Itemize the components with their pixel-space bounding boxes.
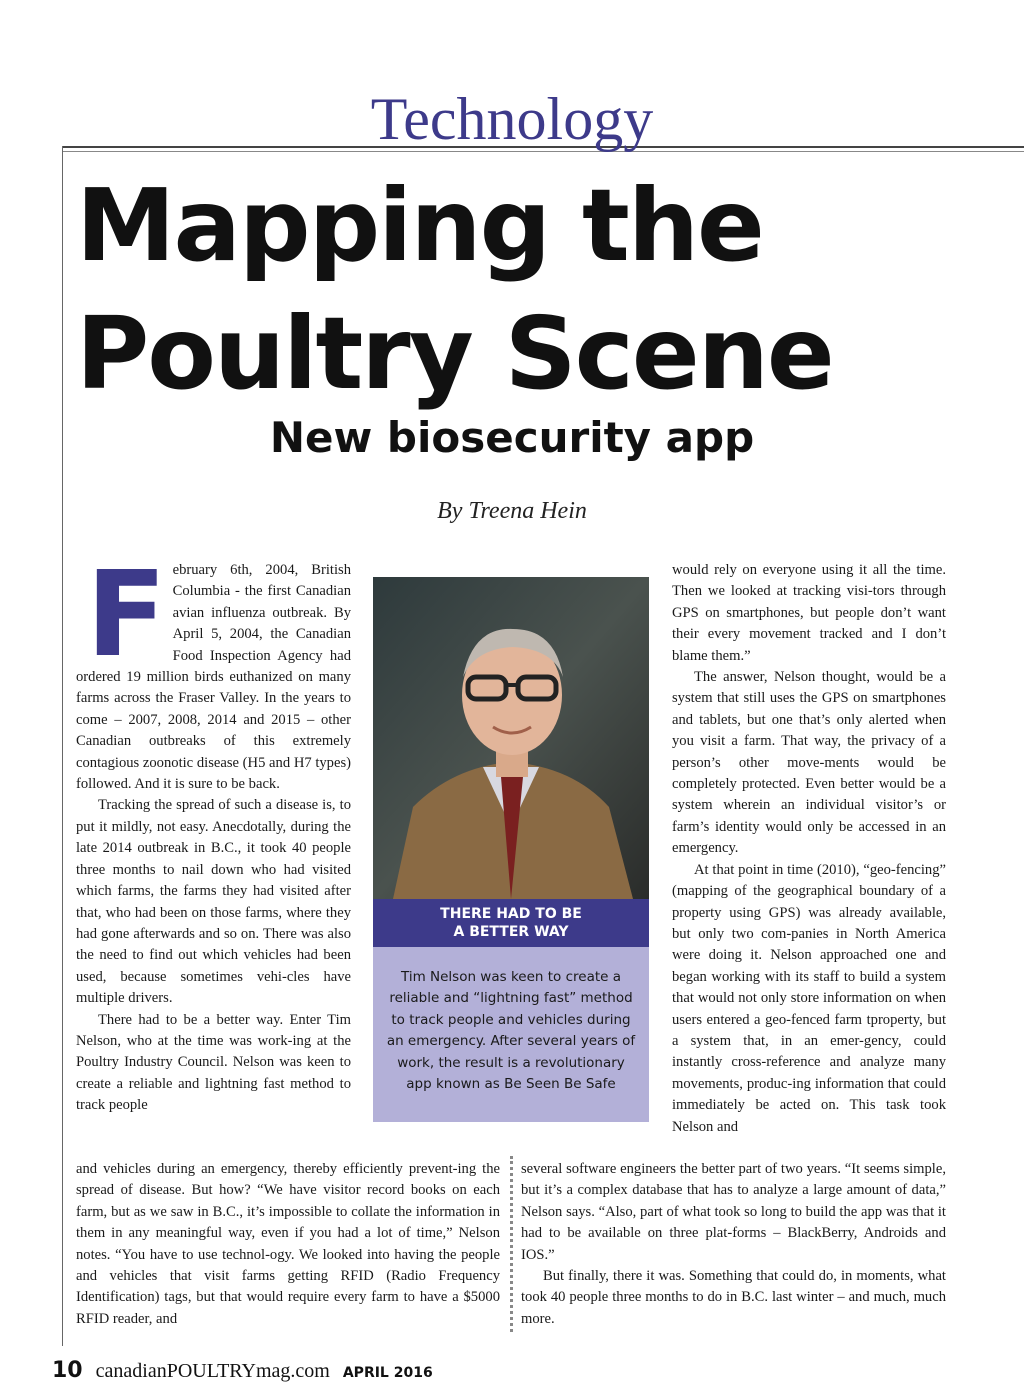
paragraph: Tracking the spread of such a disease is, to put it mildly, not easy. Anecdotally, during the late 2014 outbreak in B.C., it took 40 people three months to nail down who had visited which farms, the farms they had visited after that, who had been on those farms, where they had gone afterwards and so on. There was also the need to find out which vehicles had been used, because sometimes vehi-cles have multiple drivers. [76, 797, 351, 1007]
magazine-url: canadianPOULTRYmag.com [95, 1360, 330, 1382]
portrait-photo [373, 577, 649, 899]
bottom-left-column [76, 1159, 500, 1330]
paragraph: But finally, there it was. Something that could do, in moments, what took 40 people three months to do in B.C. last winter – and much, much more. [521, 1268, 946, 1327]
portrait-illustration [373, 577, 649, 899]
left-column [76, 545, 351, 1117]
page-number: 10 [52, 1358, 83, 1383]
sidebar-heading [373, 899, 649, 947]
paragraph: would rely on everyone using it all the time. Then we looked at tracking visi-tors through GPS on smartphones, but people don’t want their every movement tracked and I don’t blame them.” [672, 562, 946, 664]
sidebar-caption: Tim Nelson was keen to create a reliable and “lightning fast” method to track people and vehicles during an emergency. After several years of work, the result is a revolutionary app known as Be Seen Be Safe [373, 947, 649, 1122]
drop-cap: F [86, 545, 167, 683]
subheadline: New biosecurity app [269, 413, 755, 462]
left-margin-rule [62, 146, 63, 1346]
issue-date: APRIL 2016 [342, 1365, 433, 1381]
paragraph: The answer, Nelson thought, would be a system that still uses the GPS on smartphones and tablets, but one that’s only alerted when you visit a farm. That way, the privacy of a person’s other move-ments would be completely protected. Even better would be a system wherein an individual visitor’s or farm’s identity would only be accessed in an emergency. [672, 669, 946, 857]
page-footer [52, 1358, 433, 1383]
bottom-right-column [521, 1159, 946, 1330]
paragraph: several software engineers the better part of two years. “It seems simple, but it’s a complex database that has to analyze a large amount of data,” Nelson says. “Also, part of what took so long to build the app was that it had to be available on three plat-forms – BlackBerry, Androids and IOS.” [521, 1161, 946, 1263]
paragraph: ebruary 6th, 2004, British Columbia - the first Canadian avian influenza outbreak. By April 5, 2004, the Canadian Food Inspection Agency had ordered 19 million birds euthanized on many farms across the Fraser Valley. In the years to come – 2007, 2008, 2014 and 2015 – other Canadian outbreaks of this extremely contagious zoonotic disease (H5 and H7 types) followed. And it is sure to be back. [76, 562, 351, 793]
paragraph: There had to be a better way. Enter Tim Nelson, who at the time was work-ing at the Poultry Industry Council. Nelson was keen to create a reliable and lightning fast method to track people [76, 1011, 351, 1114]
headline-line-2: Poultry Scene [76, 295, 833, 412]
right-column [672, 560, 946, 1138]
headline [76, 162, 833, 418]
sidebar-heading-line-2: A BETTER WAY [453, 924, 569, 940]
section-label: Technology [370, 86, 654, 152]
sidebar-heading-line-1: THERE HAD TO BE [440, 906, 582, 922]
byline: By Treena Hein [437, 498, 587, 524]
paragraph: At that point in time (2010), “geo-fencing” (mapping of the geographical boundary of a property using GPS) was already available, but only two com-panies in North America were doing it. Nelson approached one and began working with its staff to build a system that would not only store information on when users entered a geo-fenced farm tproperty, but a system that, in an emer-gency, could instantly cross-reference and analyze many movements, produc-ing information that could immediately be acted on. This task took Nelson and [672, 861, 946, 1135]
paragraph: and vehicles during an emergency, thereby efficiently prevent-ing the spread of disease. But how? “We have visitor record books on each farm, but as we saw in B.C., it’s impossible to collate the information in them in any meaningful way, even if you had a lot of time,” Nelson notes. “You have to use technol-ogy. We looked into having the people and vehicles that visit farms getting RFID (Radio Frequency Identification) tags, but that would require every farm to have a $5000 RFID reader, and [76, 1161, 500, 1327]
column-divider [510, 1156, 513, 1332]
headline-line-1: Mapping the [76, 167, 763, 284]
